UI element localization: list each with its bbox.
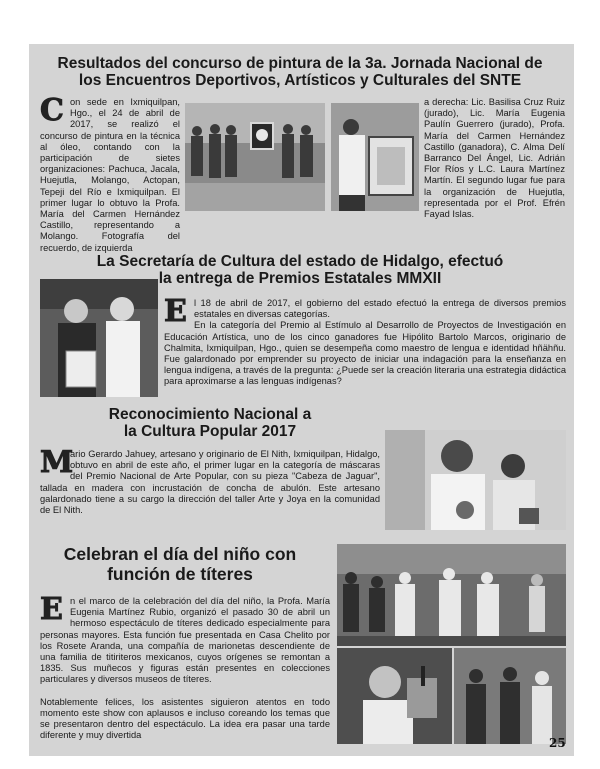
article-4-photo-puppeteer [337,648,452,744]
article-4-title-line-2: función de títeres [107,563,253,584]
article-2-body: E l 18 de abril de 2017, el gobierno del estado efectuó la entrega de diversos premios estatales en diversas categorías. En la categoría del Premio al Estímulo al Desarrollo de Proyectos de Investigación en Educación Artística, uno de los cinco ganadores fue Hipólito Bartolo Marcos, originario de Chalmita, Ixmiquilpan, Hgo., quien se desempeña como maestro de lengua e identidad hñähñu. Fue galardonado por emprender su proyecto de iniciar una indagación para la enseñanza en lengua indígena, a través de la pregunta: ¿Puede ser la creación literaria una estrategia didáctica para aproximarse a las lenguas indígenas? [164,294,566,387]
article-1-photo-group [185,103,325,211]
article-2-title-line-2: la entrega de Premios Estatales MMXII [158,270,442,288]
article-4-body: E n el marco de la celebración del día del niño, la Profa. María Eugenia Martínez Rubio, organizó el pasado 30 de abril un hermoso espectáculo de títeres dedicado especialmente para personas mayores. Esta función fue presentada en Casa Chelito por los Rosete Aranda, una compañía de marionetas descendiente de una familia de titiriteros mexicanos, cuyos orígenes se remontan a 1835. Sus muñecos y figuras están presentes en colecciones particulares y diversos museos de títeres. Notablemente felices, los asistentes siguieron atentos en todo momento este show con aplausos e incluso coreando los temas que se presentaron dentro del espectáculo. La idea era pasar una tarde diferente y muy divertida [40,592,330,741]
article-3-title-line-2: la Cultura Popular 2017 [123,423,297,441]
article-3-photo-artisan [385,430,566,530]
article-2-photo-award [40,279,158,397]
article-1-title-line-2: los Encuentros Deportivos, Artísticos y Culturales del SNTE [78,72,522,90]
article-1-photo-painting [331,103,419,211]
article-4-title [40,545,320,584]
article-1-column-1: C on sede en Ixmiquilpan, Hgo., el 24 de abril de 2017, se realizó el concurso de pintura en la técnica al óleo, contando con la participación de sietes organizaciones: Pachuca, Jacala, Huejutla, Molango, Actopan, Tepeji del Río e Ixmiquilpan. El primer lugar lo obtuvo la Profa. María del Carmen Hernández Castillo, representando a Molango. Fotografía del recuerdo, de izquierda [40,93,180,253]
page-number: 25 [549,736,566,750]
article-1-title-line-1: Resultados del concurso de pintura de la 3a. Jornada Nacional de [57,55,543,72]
article-1-column-2: a derecha: Lic. Basilisa Cruz Ruiz (jurado), Lic. María Eugenia Paulín Guerrero (jurado), Profa. María del Carmen Hernández Castillo (ganadora), C. Alma Delí Barranco Del Ángel, Lic. Adrián Flor Ríos y L.C. Laura Martínez Martín. El segundo lugar fue para la organización de Huejutla, representada por el Prof. Efrén Fayad Islas. [424,97,565,220]
article-1-title [40,55,560,90]
article-4-photo-group [454,648,566,744]
article-3-dropcap: M [40,445,74,480]
article-3-body: M ario Gerardo Jahuey, artesano y originario de El Nith, Ixmiquilpan, Hidalgo, obtuvo en abril de este año, el primer lugar en la categoría de máscaras del Premio Nacional de Arte Popular, con su pieza "Cabeza de Jaguar", tallada en madera con incrustación de concha de abulón. Este artesano galardonado tiene a su cargo la dirección del taller Arte y Joya en la comunidad de El Nith. [40,445,380,516]
article-3-title [40,406,380,441]
article-3-title-line-1: Reconocimiento Nacional a [108,406,312,423]
article-4-photo-audience [337,544,566,646]
article-1-dropcap: C [40,93,64,128]
article-2-title-line-1: La Secretaría de Cultura del estado de Hidalgo, efectuó [96,253,504,270]
article-4-title-line-1: Celebran el día del niño con [63,544,297,564]
article-4-dropcap: E [40,592,63,627]
article-2-dropcap: E [164,294,187,329]
